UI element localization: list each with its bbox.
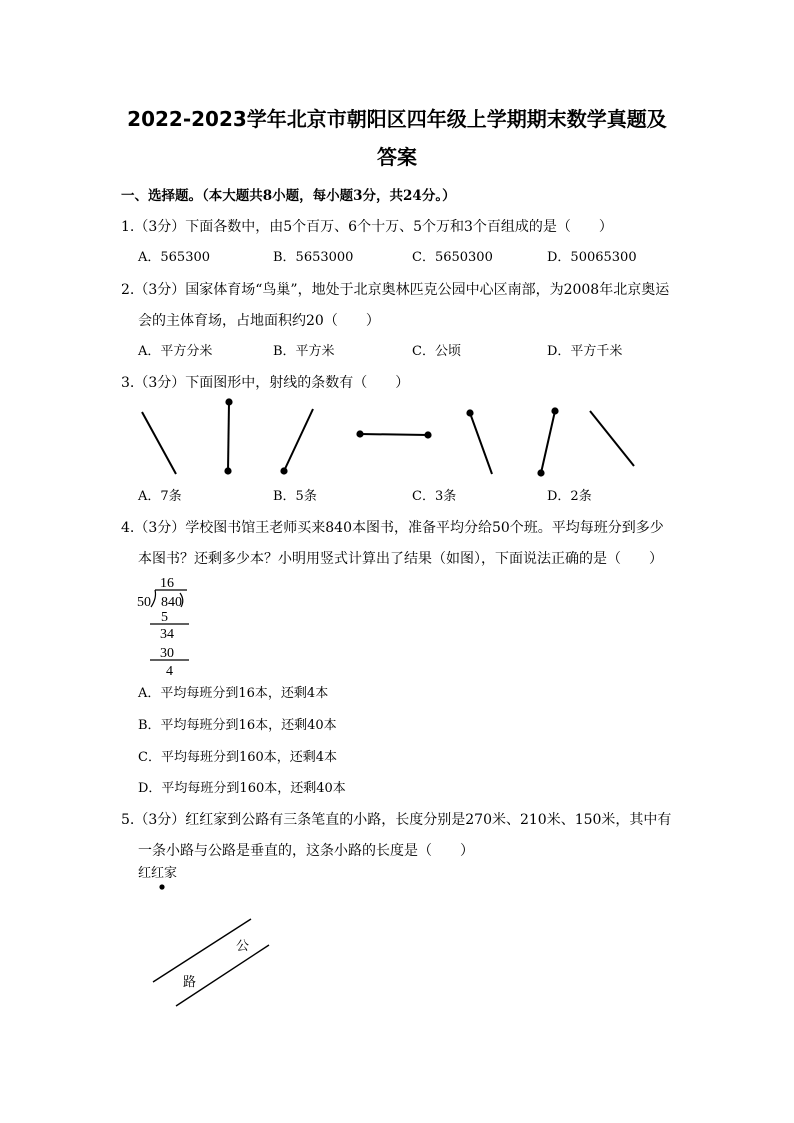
section-heading: 一、选择题。（本大题共8小题，每小题3分，共24分。）: [121, 188, 456, 204]
road-label-lu: 路: [183, 975, 197, 990]
question-2-option-b: B．平方米: [273, 344, 335, 359]
question-2-option-d: D．平方千米: [547, 344, 623, 359]
question-1-option-d: D．50065300: [547, 250, 637, 265]
title-line-1: 2022-2023学年北京市朝阳区四年级上学期期末数学真题及: [127, 107, 667, 131]
question-2-stem-line-2: 会的主体育场，占地面积约20（ ）: [138, 313, 380, 329]
figure-line-6-endpoint-bottom: [538, 470, 543, 475]
figure-line-3: [284, 409, 313, 471]
question-3-stem: 3.（3分）下面图形中，射线的条数有（ ）: [121, 375, 410, 391]
figure-line-5: [470, 413, 492, 474]
division-dividend: 840: [161, 595, 182, 610]
question-1-stem: 1.（3分）下面各数中，由5个百万、6个十万、5个万和3个百组成的是（ ）: [121, 219, 613, 235]
division-quotient: 16: [160, 576, 174, 591]
division-step-3: 30: [160, 646, 174, 661]
figure-line-4-endpoint-right: [425, 432, 430, 437]
figure-line-7: [590, 411, 634, 466]
question-3-option-a: A．7条: [138, 489, 182, 504]
question-4-option-a: A．平均每班分到16本，还剩4本: [138, 686, 329, 701]
figure-line-2: [228, 402, 229, 471]
question-3-lines-figure: [120, 395, 660, 485]
question-4-option-c: C．平均每班分到160本，还剩4本: [138, 750, 338, 765]
home-point: [159, 884, 164, 889]
figure-line-2-endpoint-bottom: [225, 468, 230, 473]
division-step-2: 34: [160, 627, 174, 642]
home-label: 红红家: [138, 866, 178, 881]
road-figure: [130, 880, 290, 1020]
question-5-stem-line-2: 一条小路与公路是垂直的，这条小路的长度是（ ）: [138, 843, 474, 859]
figure-line-3-endpoint: [281, 468, 286, 473]
question-5-stem-line-1: 5.（3分）红红家到公路有三条笔直的小路，长度分别是270米、210米、150米，其中有: [121, 812, 672, 828]
document-title: [60, 100, 734, 176]
question-1-option-c: C．5650300: [412, 250, 493, 265]
question-4-stem-line-2: 本图书？还剩多少本？小明用竖式计算出了结果（如图），下面说法正确的是（ ）: [138, 551, 663, 567]
division-remainder: 4: [166, 664, 173, 679]
question-3-option-d: D．2条: [547, 489, 592, 504]
road-label-gong: 公: [236, 939, 250, 954]
question-4-option-b: B．平均每班分到16本，还剩40本: [138, 718, 337, 733]
question-2-option-a: A．平方分米: [138, 344, 213, 359]
figure-line-5-endpoint: [467, 410, 472, 415]
division-divisor: 50: [137, 595, 151, 610]
question-1-option-a: A．565300: [138, 250, 211, 265]
question-3-option-c: C．3条: [412, 489, 457, 504]
question-4-stem-line-1: 4.（3分）学校图书馆王老师买来840本图书，准备平均分给50个班。平均每班分到多少: [121, 520, 664, 536]
question-4-option-d: D．平均每班分到160本，还剩40本: [138, 781, 346, 796]
figure-line-6: [541, 411, 555, 473]
division-step-1: 5: [161, 610, 168, 625]
figure-line-6-endpoint-top: [552, 408, 557, 413]
question-2-option-c: C．公顷: [412, 344, 461, 359]
figure-line-4-endpoint-left: [357, 431, 362, 436]
title-line-2: 答案: [377, 145, 417, 169]
figure-line-2-endpoint-top: [226, 399, 231, 404]
figure-line-4: [360, 434, 428, 435]
division-bracket: [151, 590, 156, 607]
question-2-stem-line-1: 2.（3分）国家体育场“鸟巢”，地处于北京奥林匹克公园中心区南部，为2008年北京奥运: [121, 282, 670, 298]
question-1-option-b: B．5653000: [273, 250, 354, 265]
question-3-option-b: B．5条: [273, 489, 317, 504]
long-division-figure: [130, 570, 210, 682]
figure-line-1: [142, 412, 176, 474]
